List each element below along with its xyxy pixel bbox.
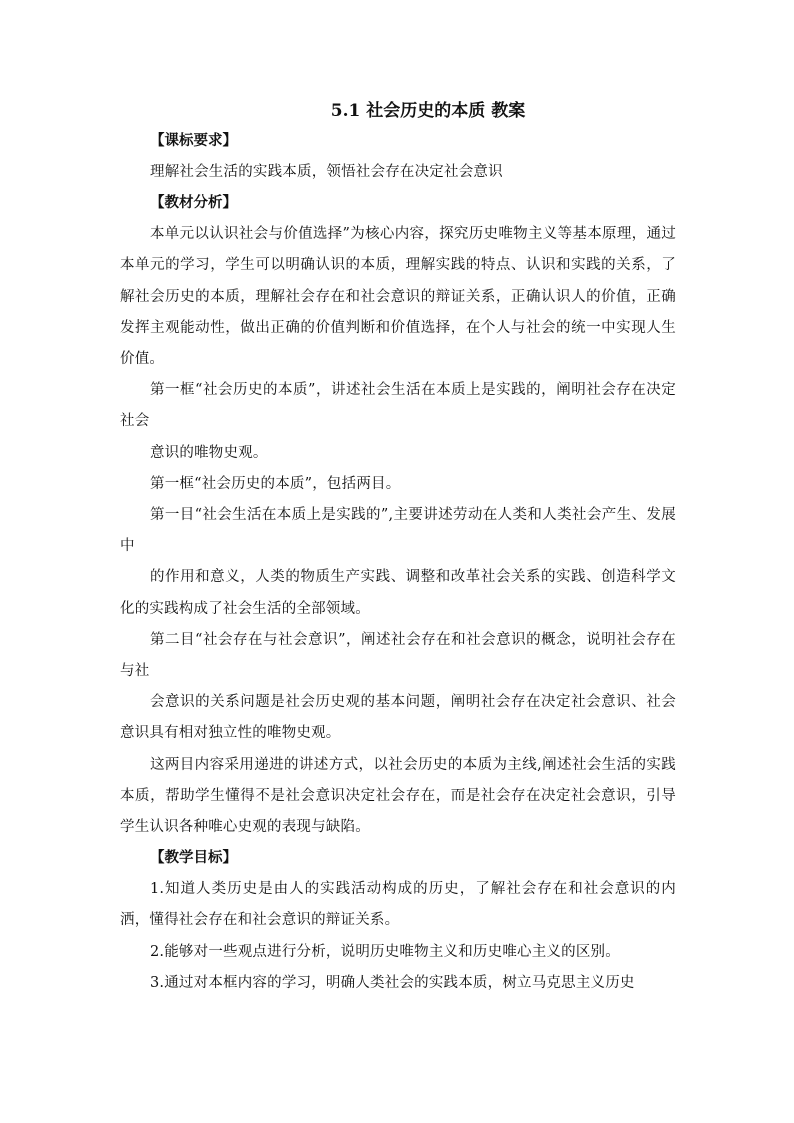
paragraph-unit-overview: 本单元以认识社会与价值选择”为核心内容，探究历史唯物主义等基本原理，通过本单元的学习，学生可以明确认识的本质，理解实践的特点、认识和实践的关系，了解社会历史的本质，理解社会存在和社会意识的辩证关系，正确认识人的价值，正确发挥主观能动性，做出正确的价值判断和价值选择，在个人与社会的统一中实现人生价值。 xyxy=(120,226,676,368)
paragraph-frame-one-structure: 第一框“社会历史的本质”，包括两目。 xyxy=(150,475,401,492)
paragraph-item-two-part-b: 会意识的关系问题是社会历史观的基本问题，阐明社会存在决定社会意识、社会意识具有相对独立性的唯物史观。 xyxy=(120,694,676,742)
paragraph-objective-1: 1.知道人类历史是由人的实践活动构成的历史，了解社会存在和社会意识的内洒，懂得社会存在和社会意识的辩证关系。 xyxy=(120,881,676,929)
paragraph-item-two-part-a: 第二目“社会存在与社会意识”，阐述社会存在和社会意识的概念，说明社会存在与社 xyxy=(120,631,676,680)
document-body xyxy=(120,96,676,999)
section-heading-teaching-objectives: 【教学目标】 xyxy=(150,850,237,867)
paragraph-objective-2: 2.能够对一些观点进行分析，说明历史唯物主义和历史唯心主义的区别。 xyxy=(150,943,620,960)
section-heading-textbook-analysis: 【教材分析】 xyxy=(150,195,237,212)
section-heading-curriculum-standard: 【课标要求】 xyxy=(150,133,237,149)
paragraph-curriculum-standard: 理解社会生活的实践本质，领悟社会存在决定社会意识 xyxy=(150,164,503,180)
paragraph-item-one-part-b: 的作用和意义，人类的物质生产实践、调整和改革社会关系的实践、创造科学文化的实践构成了社会生活的全部领域。 xyxy=(120,569,676,617)
paragraph-teaching-approach: 这两目内容采用递进的讲述方式，以社会历史的本质为主线,阐述社会生活的实践本质，帮助学生懂得不是社会意识决定社会存在，而是社会存在决定社会意识，引导学生认识各种唯心史观的表现与缺陷。 xyxy=(120,756,676,836)
document-title: 5.1 社会历史的本质 教案 xyxy=(330,101,526,121)
paragraph-objective-3: 3.通过对本框内容的学习，明确人类社会的实践本质，树立马克思主义历史 xyxy=(150,974,635,991)
paragraph-frame-one-part-b: 意识的唯物史观。 xyxy=(150,444,268,461)
paragraph-frame-one-part-a: 第一框“社会历史的本质”，讲述社会生活在本质上是实践的，阐明社会存在决定社会 xyxy=(120,382,676,430)
paragraph-item-one-part-a: 第一目“社会生活在本质上是实践的”,主要讲述劳动在人类和人类社会产生、发展中 xyxy=(120,507,676,555)
